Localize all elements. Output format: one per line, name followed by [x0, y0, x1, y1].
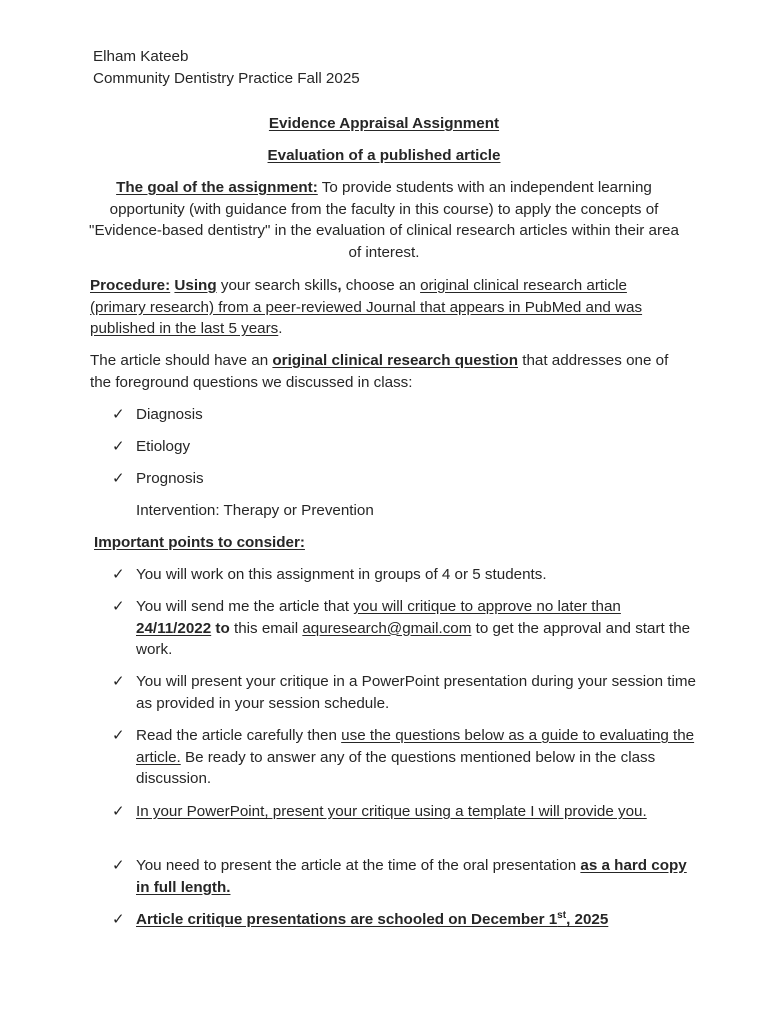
- point-hard-copy: You need to present the article at the time of the oral presentation as a hard copy in full length.: [136, 857, 687, 896]
- approval-deadline-text: you will critique to approve no later than: [353, 598, 621, 615]
- point-send-article: You will send me the article that you will critique to approve no later than 24/11/2022 to this email aquresearch@gmail.com to get the approval and start the work.: [136, 598, 691, 659]
- check-icon: ✓: [112, 803, 125, 820]
- procedure-using: Using: [174, 277, 217, 294]
- list-item: Diagnosis: [136, 406, 203, 423]
- procedure-text-1: your search skills: [216, 277, 338, 294]
- point-template: In your PowerPoint, present your critique using a template I will provide you.: [136, 803, 647, 820]
- point-presentation-date: Article critique presentations are schooled on December 1st, 2025: [136, 909, 609, 928]
- procedure-article-requirement: original clinical research article (primary research) from a peer-reviewed Journal that appears in PubMed and was published in the last 5 years: [90, 277, 643, 338]
- course-name: Community Dentistry Practice Fall 2025: [93, 69, 360, 87]
- question-text-2: that addresses one of the foreground questions we discussed in class:: [90, 352, 669, 391]
- point-powerpoint-presentation: You will present your critique in a PowerPoint presentation during your session time as provided in your session schedule.: [136, 673, 696, 712]
- guide-questions-text: use the questions below as a guide to evaluating the article.: [136, 727, 695, 766]
- point-groups: You will work on this assignment in groups of 4 or 5 students.: [136, 566, 547, 583]
- question-paragraph: [90, 350, 682, 393]
- document-subtitle: Evaluation of a published article: [267, 147, 501, 164]
- goal-text: To provide students with an independent learning opportunity (with guidance from the faculty in this course) to apply the concepts of "Evidence-based dentistry" in the evaluation of clinical research articles within their area of interest.: [89, 179, 679, 261]
- check-icon: ✓: [112, 438, 125, 455]
- question-text-1: The article should have an: [90, 352, 273, 369]
- document-title: Evidence Appraisal Assignment: [268, 115, 500, 132]
- intervention-item: Intervention: Therapy or Prevention: [136, 502, 374, 519]
- check-icon: ✓: [112, 727, 125, 744]
- hard-copy-text: as a hard copy in full length.: [136, 857, 687, 896]
- check-icon: ✓: [112, 470, 125, 487]
- goal-label: The goal of the assignment:: [116, 179, 318, 196]
- check-icon: ✓: [112, 673, 125, 690]
- header: [93, 46, 360, 89]
- check-icon: ✓: [112, 857, 125, 874]
- check-icon: ✓: [112, 911, 125, 928]
- email-link[interactable]: aquresearch@gmail.com: [302, 619, 472, 637]
- procedure-label: Procedure:: [90, 277, 171, 294]
- procedure-comma: ,: [337, 277, 342, 294]
- procedure-paragraph: [90, 275, 682, 340]
- check-icon: ✓: [112, 566, 125, 583]
- point-read-article: Read the article carefully then use the questions below as a guide to evaluating the article. Be ready to answer any of the questions mentioned below in the class discussion.: [136, 727, 695, 788]
- author-name: Elham Kateeb: [93, 48, 189, 65]
- list-item: Prognosis: [136, 470, 204, 487]
- check-icon: ✓: [112, 406, 125, 423]
- question-bold: original clinical research question: [272, 352, 518, 369]
- check-icon: ✓: [112, 598, 125, 615]
- procedure-text-2: choose an: [341, 277, 421, 294]
- approval-date: 24/11/2022: [136, 619, 212, 637]
- important-heading: Important points to consider:: [94, 534, 305, 551]
- list-item: Etiology: [136, 438, 191, 455]
- goal-paragraph: [88, 177, 680, 263]
- procedure-end: .: [278, 320, 283, 338]
